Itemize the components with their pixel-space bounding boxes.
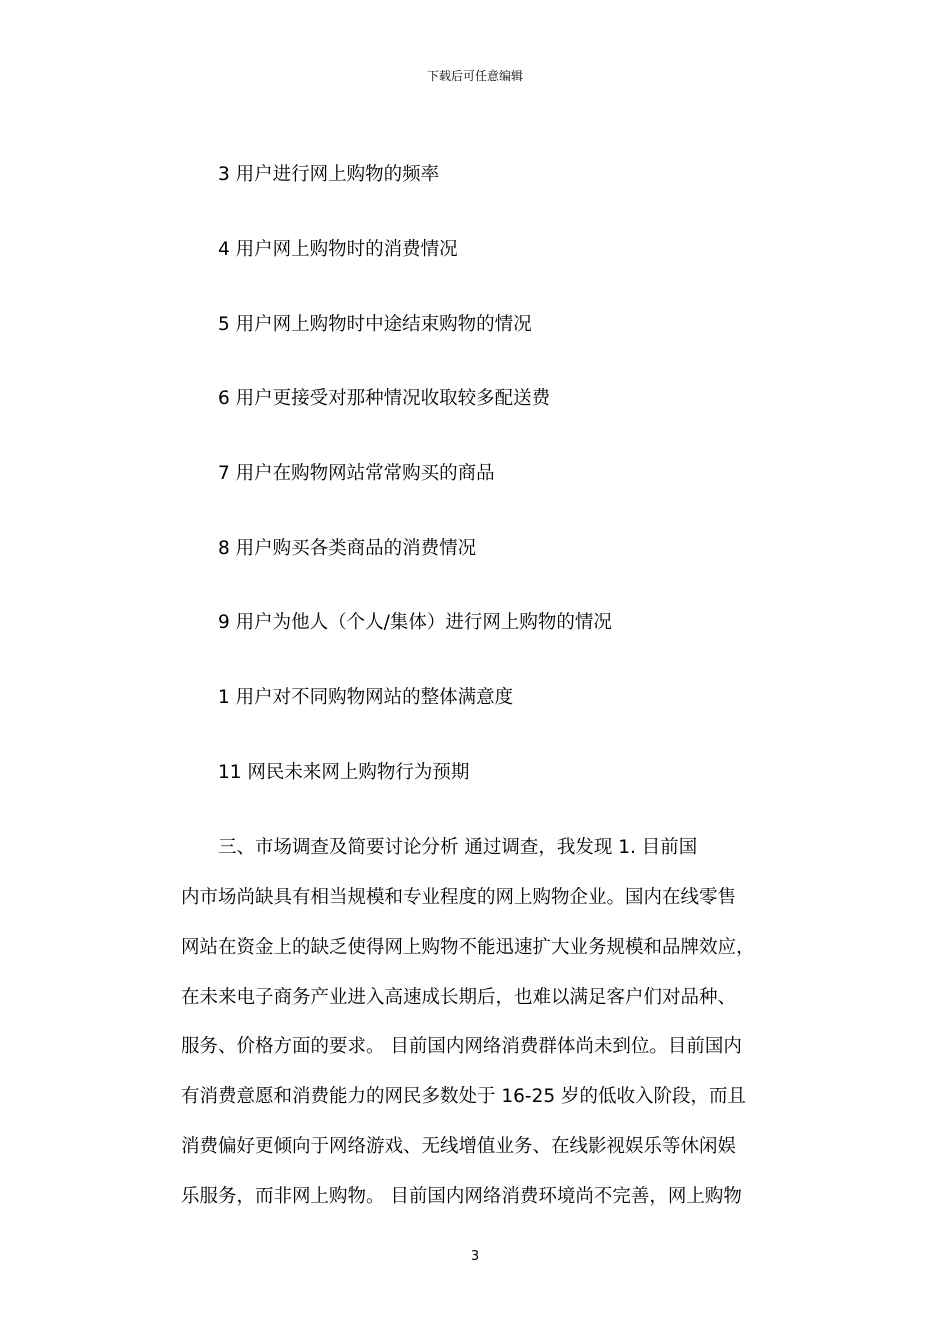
list-item: 7 用户在购物网站常常购买的商品 [218, 463, 495, 484]
page-header-note: 下载后可任意编辑 [426, 69, 523, 83]
list-item: 4 用户网上购物时的消费情况 [218, 239, 458, 260]
paragraph-line: 有消费意愿和消费能力的网民多数处于 16-25 岁的低收入阶段，而且 [181, 1086, 747, 1107]
paragraph-line: 服务、价格方面的要求。 目前国内网络消费群体尚未到位。目前国内 [181, 1036, 742, 1057]
paragraph-line: 乐服务，而非网上购物。 目前国内网络消费环境尚不完善，网上购物 [181, 1186, 742, 1207]
paragraph-line: 在未来电子商务产业进入高速成长期后，也难以满足客户们对品种、 [181, 987, 737, 1008]
list-item: 8 用户购买各类商品的消费情况 [218, 538, 477, 559]
list-item: 5 用户网上购物时中途结束购物的情况 [218, 314, 532, 335]
list-item: 3 用户进行网上购物的频率 [218, 164, 440, 185]
paragraph-line: 内市场尚缺具有相当规模和专业程度的网上购物企业。国内在线零售 [181, 887, 737, 908]
paragraph-line: 消费偏好更倾向于网络游戏、无线增值业务、在线影视娱乐等休闲娱 [181, 1136, 737, 1157]
paragraph-line: 网站在资金上的缺乏使得网上购物不能迅速扩大业务规模和品牌效应， [181, 937, 755, 958]
page-number: 3 [470, 1249, 480, 1264]
paragraph-line: 三、市场调查及简要讨论分析 通过调查，我发现 1. 目前国 [218, 837, 698, 858]
list-item: 1 用户对不同购物网站的整体满意度 [218, 687, 514, 708]
list-item: 6 用户更接受对那种情况收取较多配送费 [218, 388, 551, 409]
list-item: 11 网民未来网上购物行为预期 [218, 762, 470, 783]
list-item: 9 用户为他人（个人/集体）进行网上购物的情况 [218, 612, 612, 633]
